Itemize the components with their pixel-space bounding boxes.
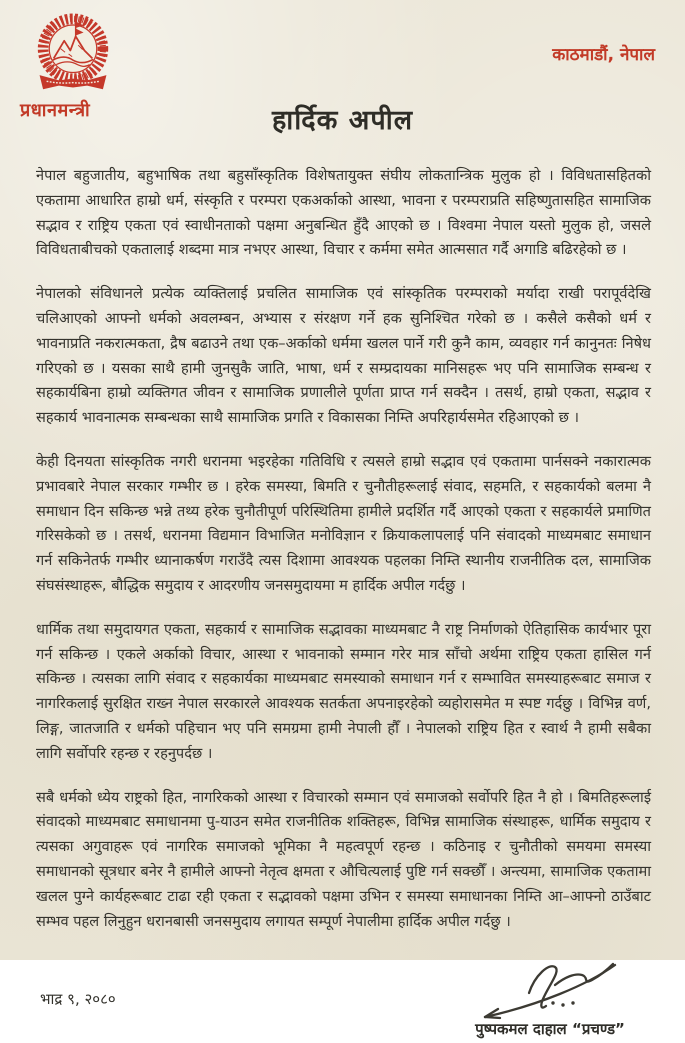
paragraph-2: नेपालको संविधानले प्रत्येक व्यक्तिलाई प्रचलित सामाजिक एवं सांस्कृतिक परम्पराको मर्यादा राखी परापूर्वदेखि चलिआएको आफ्नो धर्मको अवलम्बन, अभ्यास र संरक्षण गर्ने हक सुनिश्चित गरेको छ । कसैले कसैको धर्म र भावनाप्रति नकरात्मकता, द्रैष बढाउने तथा एक–अर्काको धर्ममा खलल पार्ने गरी कुनै काम, व्यवहार गर्न कानुनतः निषेध गरिएको छ । यसका साथै हामी जुनसुकै जाति, भाषा, धर्म र सम्प्रदायका मानिसहरू भए पनि सामाजिक सम्बन्ध र सहकार्यबिना हाम्रो व्यक्तिगत जीवन र सामाजिक प्रणालीले पूर्णता प्राप्त गर्न सक्दैन । तसर्थ, हाम्रो एकता, सद्भाव र सहकार्य भावनात्मक सम्बन्धका साथै सामाजिक प्रगति र विकासका निम्ति अपरिहार्यसमेत रहिआएको छ ।: [36, 285, 651, 427]
signature-block: [455, 953, 645, 1043]
signatory-name: पुष्पकमल दाहाल “प्रचण्ड”: [475, 1020, 625, 1039]
paragraph-1: नेपाल बहुजातीय, बहुभाषिक तथा बहुसाँस्कृतिक विशेषतायुक्त संघीय लोकतान्त्रिक मुलुक हो । विविधतासहितको एकतामा आधारित हाम्रो धर्म, संस्कृति र परम्परा एकअर्काको आस्था, भावना र परम्पराप्रति सहिष्णुतासहित सामाजिक सद्भाव र राष्ट्रिय एकता एवं स्वाधीनताको पक्षमा अनुबन्धित हुँदै आएको छ । विश्वमा नेपाल यस्तो मुलुक हो, जसले विविधताबीचको एकतालाई शब्दमा मात्र नभएर आस्था, विचार र कर्ममा समेत आत्मसात गर्दै अगाडि बढिरहेको छ ।: [36, 167, 651, 259]
paragraph-4: धार्मिक तथा समुदायगत एकता, सहकार्य र सामाजिक सद्भावका माध्यमबाट नै राष्ट्र निर्माणको ऐतिहासिक कार्यभार पूरा गर्न सकिन्छ । एकले अर्काको विचार, आस्था र भावनाको सम्मान गरेर मात्र साँचो अर्थमा राष्ट्रिय एकता हासिल गर्न सकिन्छ । त्यसका लागि संवाद र सहकार्यका माध्यमबाट समस्याको समाधान गर्न र सम्भावित समस्याहरूबाट समाज र नागरिकलाई सुरक्षित राख्न नेपाल सरकारले आवश्यक सतर्कता अपनाइरहेको व्यहोरासमेत म स्पष्ट गर्दछु । विभिन्न वर्ण, लिङ्ग, जातजाति र धर्मको पहिचान भए पनि समग्रमा हामी नेपाली हौँ । नेपालको राष्ट्रिय हित र स्वार्थ नै हामी सबैका लागि सर्वोपरि रहन्छ र रहनुपर्दछ ।: [36, 620, 651, 762]
letter-body: [0, 152, 685, 934]
handwritten-signature-icon: [455, 953, 645, 1025]
letterhead: [0, 0, 685, 152]
letter-footer: [0, 953, 685, 1043]
paragraph-5: सबै धर्मको ध्येय राष्ट्रको हित, नागरिकको आस्था र विचारको सम्मान एवं समाजको सर्वोपरि हित नै हो । बिमतिहरूलाई संवादको माध्यमबाट समाधानमा पु-याउन समेत राजनीतिक शक्तिहरू, विभिन्न सामाजिक संस्थाहरू, धार्मिक समुदाय र त्यसका अगुवाहरू एवं नागरिक समाजको भूमिका नै महत्वपूर्ण रहन्छ । कठिनाइ र चुनौतीको समयमा समस्या समाधानको सूत्रधार बनेर नै हामीले आफ्नो नेतृत्व क्षमता र औचित्यलाई पुष्टि गर्न सक्छौँ । अन्त्यमा, सामाजिक एकतामा खलल पुग्ने कार्यहरूबाट टाढा रही एकता र सद्भावको पक्षमा उभिन र समस्या समाधानका निम्ति आ–आफ्नो ठाउँबाट सम्भव पहल लिनुहुन धरानबासी जनसमुदाय लगायत सम्पूर्ण नेपालीमा हार्दिक अपील गर्दछु ।: [36, 788, 651, 930]
nepal-emblem-icon: [26, 10, 120, 98]
paragraph-3: केही दिनयता सांस्कृतिक नगरी धरानमा भइरहेका गतिविधि र त्यसले हाम्रो सद्भाव एवं एकतामा पार्नसक्ने नकारात्मक प्रभावबारे नेपाल सरकार गम्भीर छ । हरेक समस्या, बिमति र चुनौतीहरूलाई संवाद, सहमति, र सहकार्यको बलमा नै समाधान दिन सकिन्छ भन्ने तथ्य हरेक चुनौतीपूर्ण परिस्थितिमा हामीले प्रदर्शित गर्दै आएको एकता र सहकार्यले प्रमाणित गरिसकेको छ । तसर्थ, धरानमा विद्यमान विभाजित मनोविज्ञान र क्रियाकलापलाई पनि संवादको माध्यमबाट समाधान गर्न सकिनेतर्फ गम्भीर ध्यानाकर्षण गराउँदै त्यस दिशामा आवश्यक पहलका निम्ति स्थानीय राजनीतिक दल, सामाजिक संघसंस्थाहरू, बौद्धिक समुदाय र आदरणीय जनसमुदायमा म हार्दिक अपील गर्दछु ।: [36, 452, 651, 594]
letterhead-location: काठमाडौं, नेपाल: [552, 45, 655, 65]
org-label: प्रधानमन्त्री: [20, 100, 91, 121]
letter-date: भाद्र ९, २०८०: [40, 990, 116, 1009]
page-title: हार्दिक अपील: [271, 105, 414, 136]
